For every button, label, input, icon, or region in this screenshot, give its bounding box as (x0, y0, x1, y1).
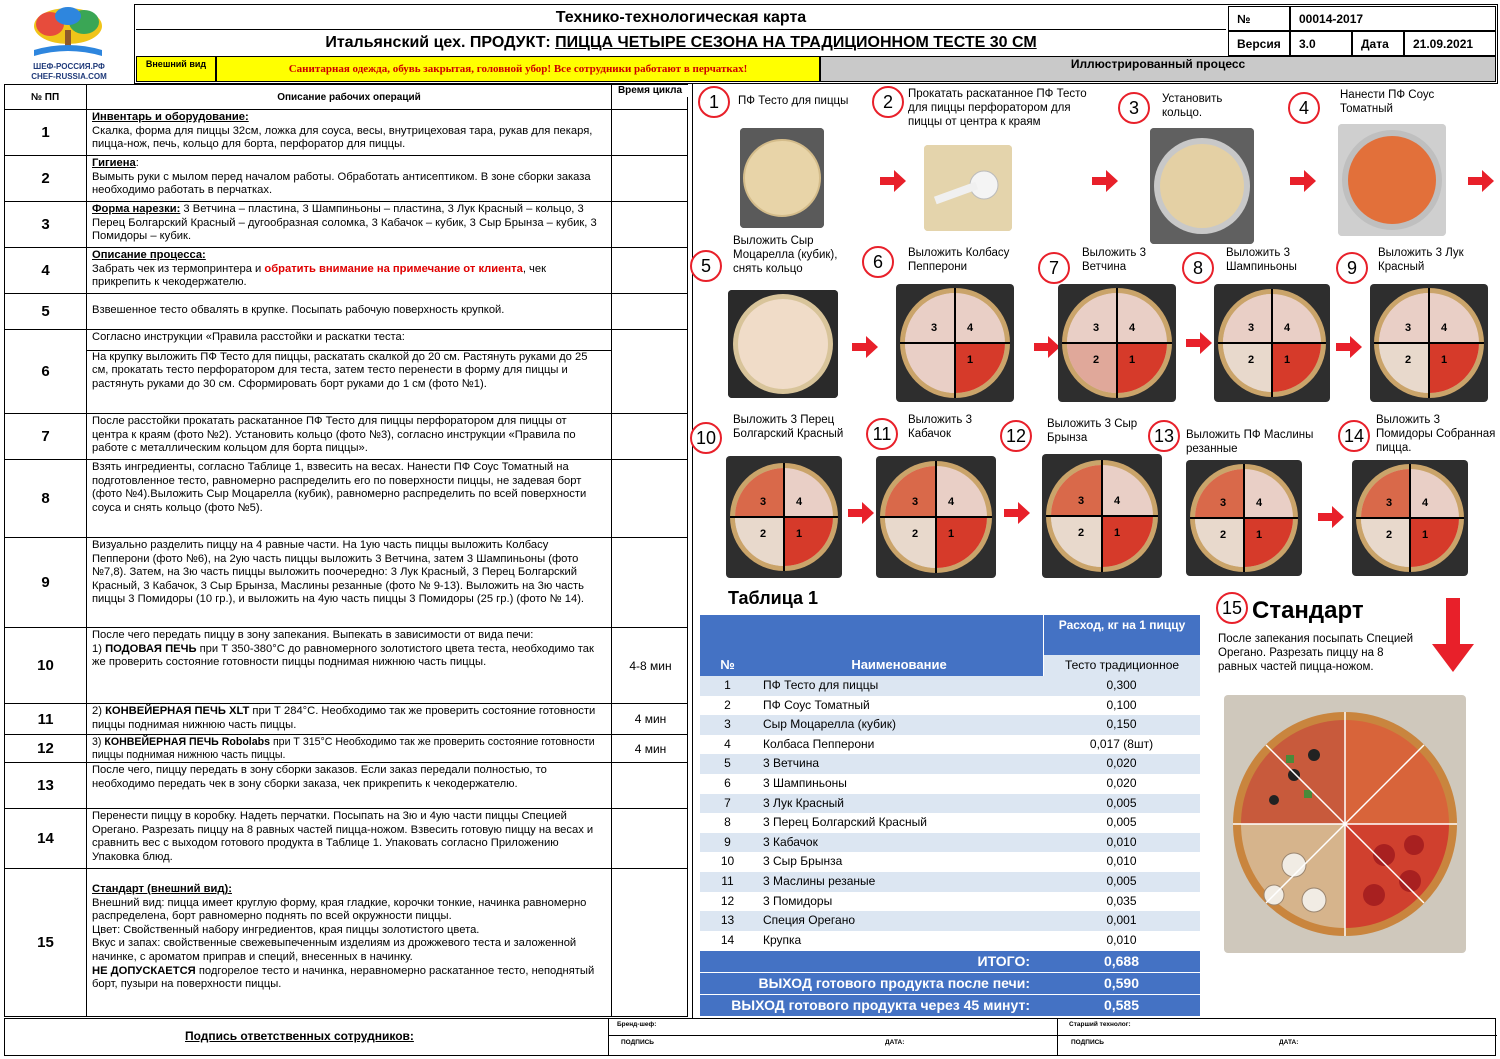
brand-chef-label: Бренд-шеф: (617, 1021, 657, 1028)
appearance-text: Санитарная одежда, обувь закрытая, головной убор! Все сотрудники работают в перчатках! (216, 56, 820, 82)
arrow-right-icon (1290, 170, 1316, 192)
quarter-label: 1 (1441, 354, 1448, 366)
step-number: 14 (1338, 420, 1370, 452)
step-caption: Прокатать раскатанное ПФ Тесто для пиццы перфоратором для пиццы от центра к краям (908, 88, 1087, 128)
ingredient-amount: 0,010 (1106, 932, 1137, 947)
table-row (700, 892, 1200, 912)
ingredient-amount: 0,150 (1106, 717, 1137, 732)
arrow-down-icon (1432, 598, 1474, 672)
row-heading: Стандарт (внешний вид): (92, 883, 232, 895)
output-45min-row (700, 995, 1200, 1016)
ingredient-amount: 0,010 (1106, 854, 1137, 869)
table-row (700, 813, 1200, 833)
logo-line1: ШЕФ-РОССИЯ.РФ (33, 62, 105, 71)
output-after-oven-value: 0,590 (1103, 975, 1140, 991)
row-time (612, 869, 689, 1016)
table-row (700, 911, 1200, 931)
output-after-oven-label: ВЫХОД готового продукта после печи: (758, 975, 1030, 991)
row-text: 1) (92, 642, 106, 655)
quarter-label: 1 (967, 354, 974, 366)
quarter-label: 4 (1422, 497, 1429, 509)
row-number: 3 (724, 717, 731, 732)
row-time (612, 809, 689, 868)
footer-divider (1057, 1019, 1058, 1055)
table-row (700, 852, 1200, 872)
number-value: 00014-2017 (1290, 6, 1496, 31)
row-description (87, 330, 612, 413)
step-number: 2 (872, 86, 904, 118)
table-row (700, 735, 1200, 755)
ingredient-name: 3 Кабачок (763, 834, 818, 849)
logo-tree-icon (28, 6, 108, 60)
row-number: 9 (724, 834, 731, 849)
quarter-label: 4 (948, 496, 955, 508)
footer-divider (609, 1035, 1497, 1036)
arrow-right-icon (1468, 170, 1494, 192)
row-text: Внешний вид: пицца имеет круглую форму, края гладкие, корочки тонкие, начинка равномерно распределена, борт равномерно поднять по всей окружности пиццы. (92, 896, 587, 923)
table-row (700, 833, 1200, 853)
row-time (612, 763, 689, 808)
step-caption: Выложить 3 Лук Красный (1378, 247, 1464, 273)
step-number: 10 (690, 422, 722, 454)
step-caption: Выложить 3 Ветчина (1082, 247, 1147, 273)
step-caption: Установить кольцо. (1162, 93, 1223, 119)
ingredient-amount: 0,100 (1106, 697, 1137, 712)
finished-pizza-photo (1224, 695, 1466, 953)
step-caption: Нанести ПФ Соус Томатный (1340, 89, 1435, 115)
step-caption: Выложить 3 Кабачок (908, 414, 973, 440)
ingredient-amount: 0,001 (1106, 913, 1137, 928)
pizza-step-photo (896, 284, 1014, 402)
ingredient-amount: 0,005 (1106, 795, 1137, 810)
row-number: 13 (720, 913, 735, 928)
row-number: 6 (724, 776, 731, 790)
page-title: Технико-технологическая карта (136, 6, 1226, 30)
step-number: 4 (1288, 92, 1320, 124)
ingredient-name: 3 Помидоры (763, 893, 833, 908)
row-text: подгорелое тесто и начинка, неравномерно раскатанное тесто, неподнятый борт, пузыри на поверхности пиццы. (92, 964, 595, 991)
date-label: Дата (1352, 31, 1404, 56)
table-row (700, 872, 1200, 892)
pizza-step-photo (726, 456, 842, 578)
table-row (700, 931, 1200, 951)
step-caption: Выложить Сыр Моцарелла (кубик), снять кольцо (733, 235, 838, 275)
quarter-label: 1 (1422, 529, 1429, 541)
oven-type: ПОДОВАЯ ПЕЧЬ (105, 642, 197, 655)
row-time (612, 414, 689, 459)
quarter-label: 2 (1248, 354, 1255, 366)
standard-title: Стандарт (1252, 597, 1364, 624)
table-row (700, 676, 1200, 696)
row-number: 1 (724, 678, 731, 692)
quarter-label: 4 (967, 322, 974, 334)
step-caption: Выложить 3 Перец Болгарский Красный (733, 414, 844, 440)
ingredient-name: Специя Орегано (763, 913, 856, 928)
quarter-label: 3 (1078, 495, 1085, 507)
table-row (4, 704, 688, 735)
ingredient-amount: 0,035 (1106, 893, 1137, 908)
date-label: ДАТА: (1279, 1039, 1299, 1046)
quarter-label: 1 (1129, 354, 1136, 366)
ingredient-name: ПФ Соус Томатный (763, 697, 870, 712)
col-usage-header: Расход, кг на 1 пиццу (1043, 615, 1200, 655)
row-number: 4 (5, 248, 87, 293)
quarter-label: 1 (1256, 529, 1263, 541)
illustrated-process-header: Иллюстрированный процесс (820, 56, 1496, 82)
row-number: 5 (724, 756, 731, 771)
table-row (700, 794, 1200, 814)
version-label: Версия (1228, 31, 1290, 56)
standard-text: После запекания посыпать Специей Орегано. Разрезать пиццу на 8 равных частей пицца-ножом. (1218, 633, 1414, 673)
row-number: 11 (5, 704, 87, 734)
quarter-label: 2 (1093, 354, 1100, 366)
product-prefix: Итальянский цех. ПРОДУКТ: (325, 34, 556, 51)
row-text: при Т 315°С Необходимо так же проверить состояние готовности пиццы поднимая нижнюю часть пиццы. (92, 736, 595, 761)
row-number: 10 (5, 628, 87, 703)
row-description (87, 248, 612, 293)
ingredient-name: 3 Маслины резаные (763, 874, 876, 888)
ingredient-name: 3 Шампиньоны (763, 776, 847, 790)
step-number: 11 (866, 418, 898, 450)
date-label: ДАТА: (885, 1039, 905, 1046)
step-number: 1 (698, 86, 730, 118)
quarter-label: 2 (760, 528, 767, 540)
output-45min-value: 0,585 (1103, 997, 1140, 1013)
number-label: № (1228, 6, 1290, 31)
row-number: 11 (721, 874, 734, 888)
row-number: 10 (720, 854, 735, 869)
row-heading: Инвентарь и оборудование: (92, 111, 249, 123)
row-time (612, 330, 689, 413)
step-caption: Выложить 3 Сыр Брынза (1047, 418, 1138, 444)
row-text: Вымыть руки с мылом перед началом работы. Обработать антисептиком. В зоне сборки заказа необходимо работать в перчатках. (92, 170, 591, 197)
client-note-warning: обратить внимание на примечание от клиента (264, 262, 523, 275)
quarter-label: 4 (1284, 322, 1291, 334)
ingredient-name: Сыр Моцарелла (кубик) (763, 717, 896, 732)
table-row (4, 809, 688, 869)
row-time (612, 202, 689, 247)
ingredient-name: 3 Лук Красный (763, 795, 844, 810)
row-number: 1 (5, 110, 87, 155)
col-name-header: Наименование (755, 653, 1043, 676)
quarter-label: 1 (1284, 354, 1291, 366)
quarter-label: 3 (912, 496, 919, 508)
row-description: Взять ингредиенты, согласно Таблице 1, взвесить на весах. Нанести ПФ Соус Томатный на подготовленное тесто, равномерно распределить его по поверхности пиццы, не задевая борт (фото №4).Выложить Сыр Моцарелла (кубик), равномерно распределить по всей поверхности соуса и снять кольцо (фото №5). (87, 460, 612, 537)
dough-photo (740, 128, 824, 228)
row-number: 14 (5, 809, 87, 868)
version-value: 3.0 (1290, 31, 1352, 56)
oven-type: КОНВЕЙЕРНАЯ ПЕЧЬ XLT (105, 705, 250, 717)
row-description: Взвешенное тесто обвалять в крупке. Посыпать рабочую поверхность крупкой. (87, 294, 612, 329)
table-row (4, 735, 688, 763)
quarter-label: 3 (1386, 497, 1393, 509)
output-45min-label: ВЫХОД готового продукта через 45 минут: (731, 997, 1030, 1013)
row-description: После чего, пиццу передать в зону сборки заказов. Если заказ передали полностью, то необходимо передать чек в зону сборки заказа, чек прикрепить к чекодержателю. (87, 763, 612, 808)
row-text: 3 Ветчина – пластина, 3 Шампиньоны – пластина, 3 Лук Красный – кольцо, 3 Перец Болгарский Красный – дугообразная соломка, 3 Кабачок – кубик, 3 Сыр Брынза – кубик, 3 Помидоры – кубик. (92, 203, 597, 243)
pizza-step-photo (876, 456, 996, 578)
section-divider (692, 84, 693, 1018)
arrow-right-icon (1336, 336, 1362, 358)
table-row (4, 763, 688, 809)
row-description: После расстойки прокатать раскатанное ПФ Тесто для пиццы перфоратором для пиццы от центра к краям (фото №2). Установить кольцо (фото №3), согласно инструкции «Правила по работе с металлическим кольцом для борта пиццы». (87, 414, 612, 459)
step-caption: Выложить 3 Помидоры Собранная пицца. (1376, 414, 1496, 454)
ingredient-name: Крупка (763, 932, 802, 947)
quarter-label: 3 (1093, 322, 1100, 334)
appearance-label: Внешний вид (136, 56, 216, 82)
row-heading: Гигиена (92, 157, 136, 169)
pizza-step-photo (1058, 284, 1176, 402)
quarter-label: 2 (1405, 354, 1412, 366)
quarter-label: 1 (948, 528, 955, 540)
row-description (87, 628, 612, 703)
row-time: 4 мин (634, 712, 667, 726)
product-name: ПИЦЦА ЧЕТЫРЕ СЕЗОНА НА ТРАДИЦИОННОМ ТЕСТЕ 30 СМ (555, 34, 1037, 51)
arrow-right-icon (1186, 332, 1212, 354)
signature-label: Подпись ответственных сотрудников: (185, 1029, 414, 1043)
quarter-label: 2 (1386, 529, 1393, 541)
arrow-right-icon (852, 336, 878, 358)
sign-label: ПОДПИСЬ (1071, 1039, 1104, 1046)
output-after-oven-row (700, 973, 1200, 994)
row-text: Цвет: Свойственный набору ингредиентов, края пиццы золотистого цвета. (92, 923, 480, 936)
row-time (612, 538, 689, 627)
row-time (612, 460, 689, 537)
step-caption: Выложить ПФ Маслины резанные (1186, 429, 1314, 455)
ingredient-amount: 0,020 (1106, 776, 1137, 790)
arrow-right-icon (1034, 336, 1060, 358)
row-text: Скалка, форма для пиццы 32см, ложка для соуса, весы, внутрицеховая тара, рукав для пекаря, пицца-нож, печь, кольцо для борта, перфоратор для пиццы. (92, 124, 593, 151)
arrow-right-icon (848, 502, 874, 524)
row-number: 6 (5, 330, 87, 413)
ingredient-name: 3 Сыр Брынза (763, 854, 843, 869)
row-time (612, 294, 689, 329)
table-row (4, 538, 688, 628)
row-number: 2 (5, 156, 87, 201)
row-time (612, 110, 689, 155)
row-description (87, 704, 612, 734)
row-description (87, 735, 612, 762)
arrow-right-icon (880, 170, 906, 192)
perforator-photo (924, 145, 1012, 231)
ingredient-amount: 0,005 (1106, 815, 1137, 830)
row-text: при Т 350-380°С до равномерного золотистого цвета теста, необходимо так же проверить состояние готовности пиццы поднимая нижнюю часть пиццы. (92, 642, 594, 669)
row-text: , чек прикрепить к чекодержателю. (92, 262, 547, 289)
signature-footer (4, 1018, 1496, 1056)
product-title (136, 31, 1226, 55)
total-value: 0,688 (1103, 953, 1140, 969)
quarter-label: 4 (1129, 322, 1136, 334)
step-caption: Выложить 3 Шампиньоны (1226, 247, 1297, 273)
quarter-label: 4 (1441, 322, 1448, 334)
row-text: Согласно инструкции «Правила расстойки и раскатки теста: (92, 331, 405, 343)
step-caption: ПФ Тесто для пиццы (738, 95, 849, 107)
row-description (87, 202, 612, 247)
arrow-right-icon (1318, 506, 1344, 528)
row-number: 8 (724, 815, 731, 830)
sauce-photo (1338, 124, 1446, 236)
row-text: 2) (92, 705, 106, 717)
table-row (4, 248, 688, 294)
table-row (700, 715, 1200, 735)
quarter-label: 2 (912, 528, 919, 540)
ingredient-amount: 0,300 (1106, 678, 1137, 692)
col-num-header: № ПП (5, 92, 85, 103)
logo (6, 4, 132, 82)
step-number: 12 (1000, 420, 1032, 452)
step-number: 5 (690, 250, 722, 282)
ingredient-amount: 0,020 (1106, 756, 1137, 771)
date-value: 21.09.2021 (1404, 31, 1496, 56)
row-time: 4-8 мин (629, 658, 672, 673)
row-number: 2 (724, 697, 731, 712)
step-number: 13 (1148, 420, 1180, 452)
table1-title: Таблица 1 (728, 588, 819, 608)
quarter-label: 4 (1256, 497, 1263, 509)
sign-label: ПОДПИСЬ (621, 1039, 654, 1046)
logo-line2: CHEF-RUSSIA.COM (31, 72, 107, 81)
pizza-step-photo (1186, 460, 1302, 576)
row-number: 3 (5, 202, 87, 247)
step-number: 3 (1118, 92, 1150, 124)
table-row (4, 156, 688, 202)
row-number: 12 (5, 735, 87, 762)
quarter-label: 3 (931, 322, 938, 334)
pizza-step-photo (1370, 284, 1488, 402)
ingredient-amount: 0,017 (8шт) (1089, 736, 1154, 751)
table-row (4, 628, 688, 704)
total-label: ИТОГО: (977, 953, 1030, 969)
row-time (612, 156, 689, 201)
total-row (700, 951, 1200, 972)
col-desc-header: Описание рабочих операций (87, 92, 611, 103)
ingredient-amount: 0,005 (1106, 874, 1137, 888)
ring-photo (1150, 128, 1254, 244)
row-description: Перенести пиццу в коробку. Надеть перчатки. Посыпать на 3ю и 4ую части пиццы Специей Орегано. Разрезать пиццу на 8 равных частей пицца-ножом. Взвесить готовую пиццу на весах и сравнить вес с выходом готового продукта в Таблице 1. Упаковать согласно Приложению Упаковка блюд. (87, 809, 612, 868)
row-number: 4 (724, 736, 731, 751)
quarter-label: 2 (1220, 529, 1227, 541)
row-number: 8 (5, 460, 87, 537)
row-text: После чего передать пиццу в зону запекания. Выпекать в зависимости от вида печи: (92, 629, 534, 641)
row-description (87, 110, 612, 155)
dough-type-header: Тесто традиционное (1043, 655, 1200, 676)
row-number: 15 (5, 869, 87, 1016)
col-time-header: Время цикла (612, 85, 688, 97)
mozzarella-photo (728, 290, 838, 398)
row-text: Вкус и запах: свойственные свежевыпеченным изделиям из дрожжевого теста и заложенной начинке, с ароматом приправ и специй, внесенных в начинку. (92, 937, 577, 963)
col-num-header: № (700, 653, 755, 676)
row-number: 12 (720, 893, 735, 908)
row-number: 7 (724, 795, 731, 810)
step-caption: Выложить Колбасу Пепперони (908, 247, 1010, 273)
table-row (4, 460, 688, 538)
oven-type: КОНВЕЙЕРНАЯ ПЕЧЬ Robolabs (104, 736, 270, 748)
row-text: при Т 284°С. Необходимо так же проверить состояние готовности пиццы поднимая нижнюю часть пиццы. (92, 705, 596, 731)
step-number: 6 (862, 246, 894, 278)
ingredient-name: 3 Ветчина (763, 756, 820, 771)
row-text: Забрать чек из термопринтера и (92, 262, 265, 275)
row-text: 3) (92, 736, 105, 748)
row-number: 9 (5, 538, 87, 627)
row-time: 4 мин (634, 741, 667, 756)
ingredient-name: 3 Перец Болгарский Красный (763, 815, 927, 830)
table-row (4, 330, 688, 414)
row-description: Визуально разделить пиццу на 4 равные части. На 1ую часть пиццы выложить Колбасу Пепперони (фото №6), на 2ую часть пиццы выложить 3 Ветчина, затем 3 Шампиньоны (фото №7,8). Затем, на 3ю часть пиццы выложить поочередно: 3 Лук Красный, 3 Перец Болгарский Красный, 3 Кабачок, 3 Сыр Брынза, Маслины резанные (фото № 9-13). Выложить на 3ю часть пиццы 3 Помидоры (10 гр.), и выложить на 4ую часть пиццы 3 Помидоры (25 гр.) (фото № 14). (87, 538, 612, 627)
pizza-step-photo (1214, 284, 1330, 402)
row-number: 5 (5, 294, 87, 329)
pizza-step-photo (1352, 460, 1468, 576)
step-number: 15 (1216, 592, 1248, 624)
table-row (700, 696, 1200, 716)
table-row (700, 774, 1200, 794)
row-description: Гигиена: Вымыть руки с мылом перед началом работы. Обработать антисептиком. В зоне сборки заказа необходимо работать в перчатках. (87, 156, 612, 201)
quarter-label: 4 (796, 496, 803, 508)
table-row (4, 110, 688, 156)
row-number: 14 (720, 932, 735, 947)
arrow-right-icon (1004, 502, 1030, 524)
row-text: На крупку выложить ПФ Тесто для пиццы, раскатать скалкой до 20 см. Растянуть руками до 25 см, прокатать тесто перфоратором для теста, затем тесто перенести в форму для пиццы и растянуть руками до 30 см. Сформировать борт руками до 1 см (фото №1). (92, 350, 588, 390)
quarter-label: 2 (1078, 527, 1085, 539)
quarter-label: 4 (1114, 495, 1121, 507)
quarter-label: 3 (1405, 322, 1412, 334)
step-number: 8 (1182, 252, 1214, 284)
step-number: 7 (1038, 252, 1070, 284)
row-heading: Форма нарезки: (92, 203, 181, 215)
ingredient-amount: 0,010 (1106, 834, 1137, 849)
row-description (87, 869, 612, 1016)
quarter-label: 1 (796, 528, 803, 540)
table-row (4, 202, 688, 248)
table-row (4, 869, 688, 1017)
row-number: 7 (5, 414, 87, 459)
table-row (4, 294, 688, 330)
quarter-label: 3 (1220, 497, 1227, 509)
quarter-label: 3 (760, 496, 767, 508)
quarter-label: 3 (1248, 322, 1255, 334)
ingredient-name: Колбаса Пепперони (763, 736, 875, 751)
step-number: 9 (1336, 252, 1368, 284)
table-row (4, 414, 688, 460)
not-allowed-label: НЕ ДОПУСКАЕТСЯ (92, 964, 196, 977)
row-heading: Описание процесса: (92, 249, 206, 261)
arrow-right-icon (1092, 170, 1118, 192)
table-row (700, 754, 1200, 774)
senior-technologist-label: Старший технолог: (1069, 1021, 1131, 1028)
row-number: 13 (5, 763, 87, 808)
quarter-label: 1 (1114, 527, 1121, 539)
row-time (612, 248, 689, 293)
ingredient-name: ПФ Тесто для пиццы (763, 678, 879, 692)
pizza-step-photo (1042, 454, 1162, 578)
